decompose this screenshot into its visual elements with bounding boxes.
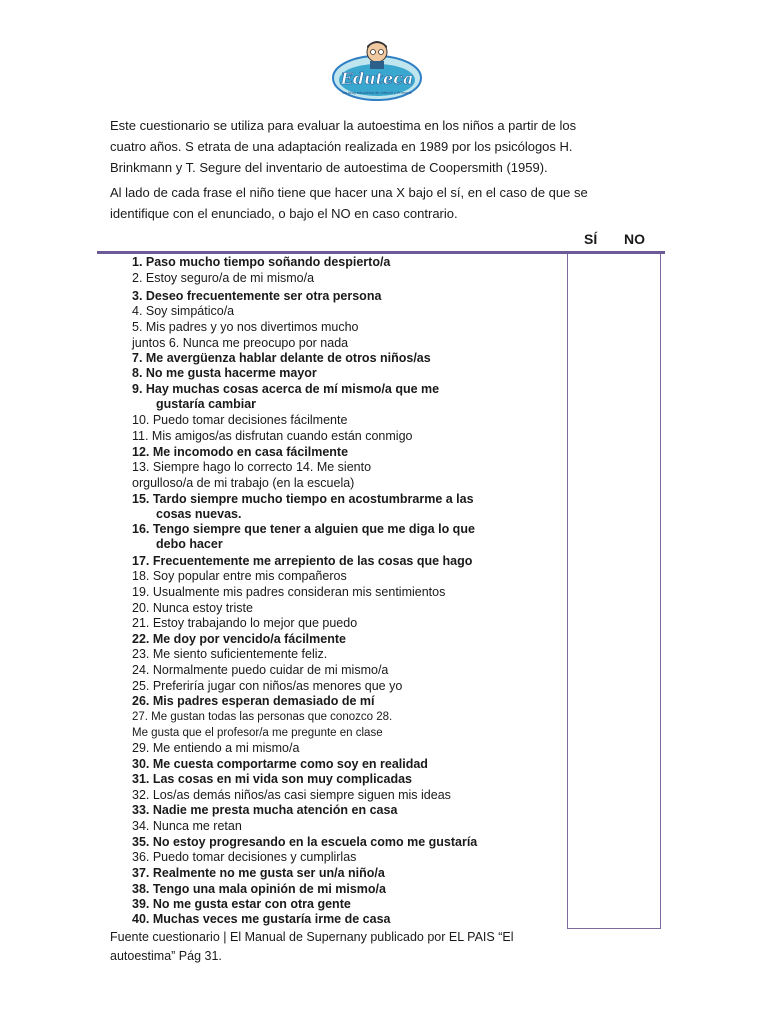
intro-p2-line: identifique con el enunciado, o bajo el NO en caso contrario. [110, 206, 458, 221]
question-item: 4. Soy simpático/a [132, 304, 235, 318]
question-item: 15. Tardo siempre mucho tiempo en acostumbrarme a las [132, 492, 474, 506]
question-item: 32. Los/as demás niños/as casi siempre siguen mis ideas [132, 788, 451, 802]
question-item: 2. Estoy seguro/a de mi mismo/a [132, 271, 315, 285]
question-item: 1. Paso mucho tiempo soñando despierto/a [132, 255, 391, 269]
question-item: 13. Siempre hago lo correcto 14. Me siento [132, 460, 372, 474]
question-item: juntos 6. Nunca me preocupo por nada [132, 336, 349, 350]
question-item: 8. No me gusta hacerme mayor [132, 366, 317, 380]
question-item: 37. Realmente no me gusta ser un/a niño/a [132, 866, 385, 880]
question-item: 36. Puedo tomar decisiones y cumplirlas [132, 850, 357, 864]
intro-paragraph-2 [110, 182, 650, 224]
answer-column-bottom-border [567, 928, 661, 929]
question-item: cosas nuevas. [156, 507, 242, 521]
question-item: 12. Me incomodo en casa fácilmente [132, 445, 349, 459]
table-top-rule [97, 251, 665, 254]
question-item: 22. Me doy por vencido/a fácilmente [132, 632, 346, 646]
question-item: 7. Me avergüenza hablar delante de otros niños/as [132, 351, 431, 365]
question-item: 5. Mis padres y yo nos divertimos mucho [132, 320, 359, 334]
question-item: 33. Nadie me presta mucha atención en casa [132, 803, 398, 817]
question-item: 10. Puedo tomar decisiones fácilmente [132, 413, 348, 427]
answer-column-left-border [567, 254, 568, 929]
question-item: 40. Muchas veces me gustaría irme de casa [132, 912, 391, 926]
question-item: 24. Normalmente puedo cuidar de mi mismo/a [132, 663, 389, 677]
question-item: 25. Preferiría jugar con niños/as menores que yo [132, 679, 403, 693]
logo-tagline: Un blog educativo de Infantil y Primaria [342, 91, 412, 95]
intro-paragraph-1 [110, 115, 650, 178]
question-item: 34. Nunca me retan [132, 819, 242, 833]
question-item: 19. Usualmente mis padres consideran mis sentimientos [132, 585, 446, 599]
footer-line: Fuente cuestionario | El Manual de Supernany publicado por EL PAIS “El [110, 930, 514, 944]
logo-text: Eduteca [340, 69, 414, 88]
question-item: Me gusta que el profesor/a me pregunte en clase [132, 727, 383, 739]
question-item: orgulloso/a de mi trabajo (en la escuela) [132, 476, 355, 490]
intro-p2-line: Al lado de cada frase el niño tiene que hacer una X bajo el sí, en el caso de que se [110, 185, 588, 200]
footer-line: autoestima” Pág 31. [110, 949, 222, 963]
question-item: 27. Me gustan todas las personas que conozco 28. [132, 711, 393, 723]
question-item: 29. Me entiendo a mi mismo/a [132, 741, 300, 755]
eduteca-logo [330, 38, 424, 104]
column-header-si: SÍ [584, 231, 598, 247]
intro-p1-line: cuatro años. S etrata de una adaptación realizada en 1989 por los psicólogos H. [110, 139, 573, 154]
question-item: debo hacer [156, 537, 223, 551]
question-item: 35. No estoy progresando en la escuela como me gustaría [132, 835, 478, 849]
question-item: 17. Frecuentemente me arrepiento de las cosas que hago [132, 554, 473, 568]
question-item: gustaría cambiar [156, 397, 257, 411]
question-item: 39. No me gusta estar con otra gente [132, 897, 351, 911]
question-item: 21. Estoy trabajando lo mejor que puedo [132, 616, 358, 630]
question-item: 38. Tengo una mala opinión de mi mismo/a [132, 882, 386, 896]
question-item: 26. Mis padres esperan demasiado de mí [132, 694, 375, 708]
question-item: 11. Mis amigos/as disfrutan cuando están conmigo [132, 429, 413, 443]
intro-p1-line: Brinkmann y T. Segure del inventario de autoestima de Coopersmith (1959). [110, 160, 548, 175]
question-item: 18. Soy popular entre mis compañeros [132, 569, 347, 583]
question-item: 9. Hay muchas cosas acerca de mí mismo/a que me [132, 382, 440, 396]
question-item: 20. Nunca estoy triste [132, 601, 253, 615]
question-item: 16. Tengo siempre que tener a alguien que me diga lo que [132, 522, 475, 536]
question-item: 3. Deseo frecuentemente ser otra persona [132, 289, 382, 303]
question-item: 23. Me siento suficientemente feliz. [132, 647, 328, 661]
question-item: 30. Me cuesta comportarme como soy en realidad [132, 757, 428, 771]
answer-column-right-border [660, 254, 661, 929]
source-footer [110, 928, 580, 966]
intro-p1-line: Este cuestionario se utiliza para evaluar la autoestima en los niños a partir de los [110, 118, 577, 133]
column-header-no: NO [624, 231, 645, 247]
question-item: 31. Las cosas en mi vida son muy complicadas [132, 772, 412, 786]
